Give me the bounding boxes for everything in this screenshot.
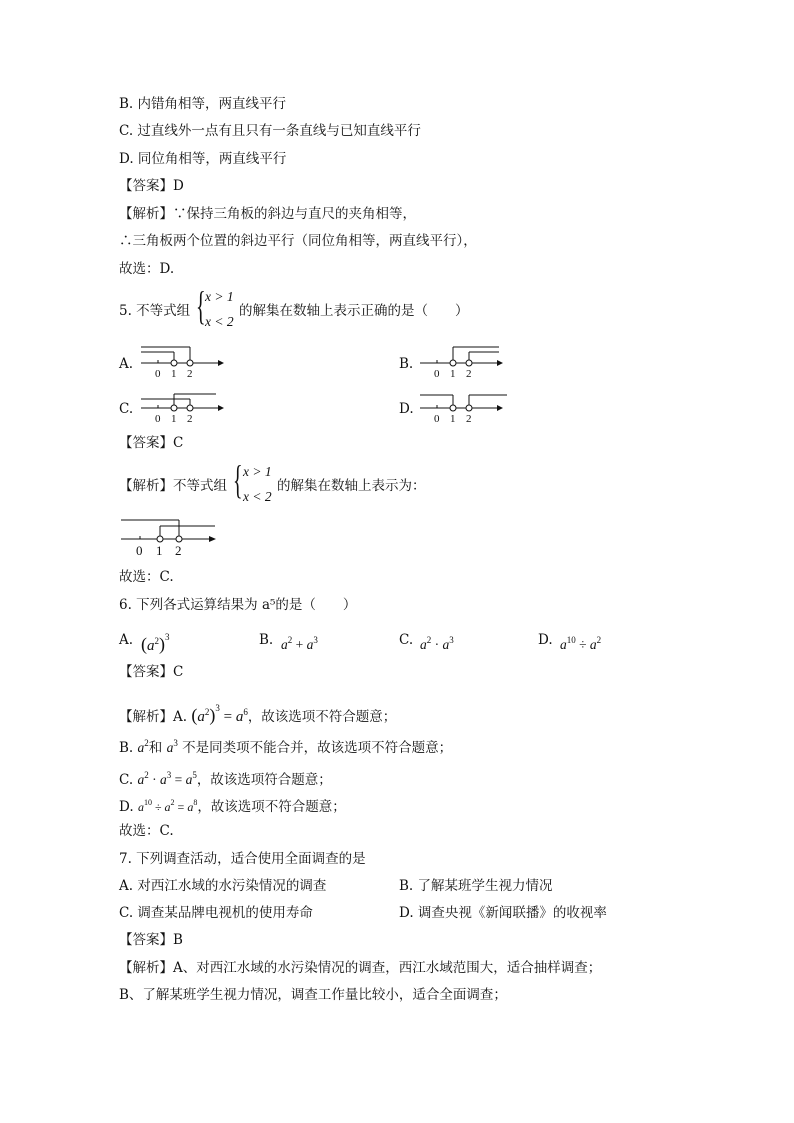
tick-1: 1 [171,413,177,425]
q4-conclusion: 故选：D. [119,261,175,277]
q5-answer: 【答案】C [119,435,184,451]
q5-numberline-a [138,338,228,380]
q5-numberline-b [417,338,507,380]
q5-conclusion: 故选：C. [119,569,174,585]
tick-1: 1 [450,368,456,380]
q4-option-d: D. 同位角相等，两直线平行 [119,151,287,167]
q6-analysis-b-text: 不是同类项不能合并，故该选项不符合题意； [182,740,453,756]
q7-option-b: B. 了解某班学生视力情况 [399,878,553,894]
q5-label-d: D. [399,401,414,417]
tick-1: 1 [450,413,456,425]
tick-1: 1 [171,368,177,380]
q7-answer: 【答案】B [119,932,183,948]
q5-analysis-prefix: 【解析】不等式组 [119,478,227,494]
q7-analysis-1: 【解析】A、对西江水域的水污染情况的调查，西江水域范围大，适合抽样调查； [119,960,602,976]
q6-analysis-a-text: ，故该选项不符合题意； [247,709,397,725]
q4-option-b: B. 内错角相等，两直线平行 [119,96,287,112]
q6-expr-b: $a^2 + a^3$ [281,635,318,652]
tick-0: 0 [155,413,161,425]
q4-answer: 【答案】D [119,178,184,194]
tick-0: 0 [434,368,440,380]
q5-stem-suffix: 的解集在数轴上表示正确的是（ ） [239,303,469,319]
q6-analysis-d: D. $a^{10} \div a^2 = a^8$，故该选项不符合题意； [119,798,346,815]
q6-analysis-c: C. $a^2 \cdot a^3 = a^5$，故该选项符合题意； [119,770,332,788]
q5-label-b: B. [399,356,414,372]
q7-option-a: A. 对西江水域的水污染情况的调查 [119,878,327,894]
tick-2: 2 [175,543,182,558]
q4-option-c: C. 过直线外一点有且只有一条直线与已知直线平行 [119,123,421,139]
q5-analysis-system-2: x < 2 [243,489,272,504]
q5-label-a: A. [119,356,134,372]
q5-analysis-suffix: 的解集在数轴上表示为： [277,478,426,494]
q5-numberline-d [417,383,509,425]
tick-0: 0 [434,413,440,425]
q4-analysis-2: ∴三角板两个位置的斜边平行（同位角相等，两直线平行）， [119,233,477,249]
tick-2: 2 [187,368,193,380]
q6-expr-a: $(a^2)^3$ [141,632,170,654]
q5-analysis-brace: { [233,457,243,502]
q6-label-d: D. [538,632,553,648]
q6-expr-d: $a^{10} \div a^2$ [560,635,602,652]
q4-analysis-1: 【解析】∵保持三角板的斜边与直尺的夹角相等， [119,206,416,222]
q7-analysis-2: B、了解某班学生视力情况，调查工作量比较小，适合全面调查； [119,987,507,1003]
q6-label-a: A. [119,632,134,648]
tick-2: 2 [187,413,193,425]
q6-expr-c: $a^2 \cdot a^3$ [420,635,454,652]
q5-brace: { [196,283,206,328]
q5-label-c: C. [119,401,134,417]
q5-numberline-c [138,383,228,425]
q6-analysis-c-text: ，故该选项符合题意； [196,772,332,788]
tick-0: 0 [155,368,161,380]
q5-answer-numberline [119,512,219,558]
q6-stem: 6. 下列各式运算结果为 a⁵的是（ ） [119,597,357,613]
q6-analysis-a: 【解析】A. $(a^2)^3 = a^6$，故该选项不符合题意； [119,703,397,725]
q7-option-d: D. 调查央视《新闻联播》的收视率 [399,905,607,921]
q7-option-c: C. 调查某品牌电视机的使用寿命 [119,905,313,921]
q6-analysis-d-text: ，故该选项不符合题意； [197,799,346,815]
q5-analysis-system-1: x > 1 [243,464,272,479]
q6-label-b: B. [259,632,274,648]
tick-2: 2 [466,368,472,380]
q5-system-1: x > 1 [205,289,234,304]
q5-stem-prefix: 5. 不等式组 [119,303,191,319]
q6-conclusion: 故选：C. [119,823,174,839]
tick-2: 2 [466,413,472,425]
q5-system-2: x < 2 [205,314,234,329]
tick-0: 0 [136,543,143,558]
q6-analysis-b: B. $a^2$和 $a^3$ 不是同类项不能合并，故该选项不符合题意； [119,738,453,756]
q6-label-c: C. [399,632,414,648]
q6-answer: 【答案】C [119,664,184,680]
q7-stem: 7. 下列调查活动，适合使用全面调查的是 [119,851,366,867]
tick-1: 1 [156,543,163,558]
